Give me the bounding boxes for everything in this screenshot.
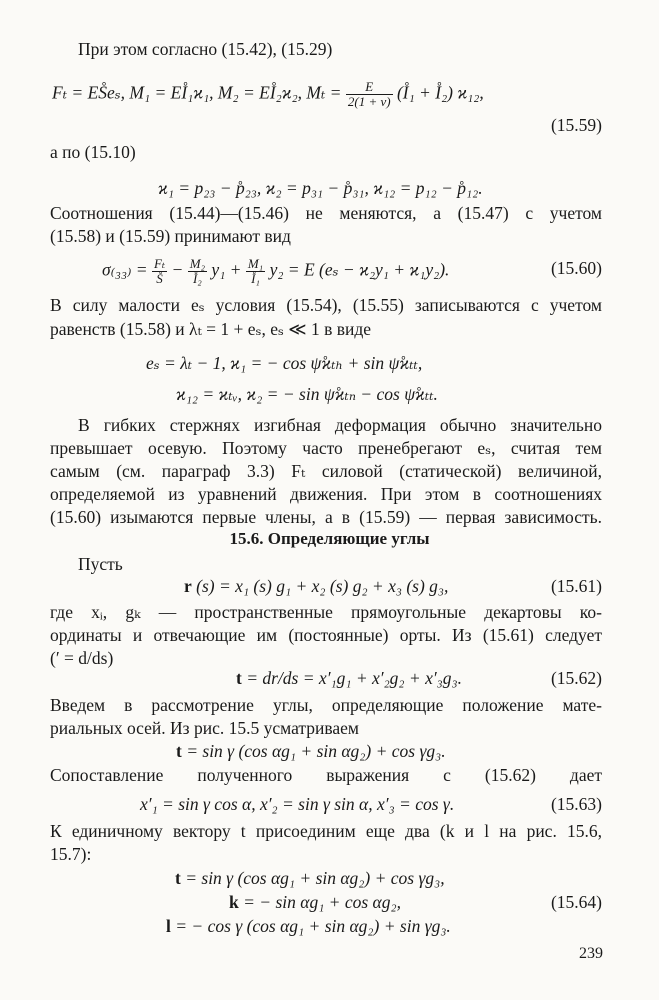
equation-15-61 (184, 575, 448, 598)
equation-number: (15.62) (550, 668, 602, 688)
equation-part: = − sin αg₁ + cos αg₂, (243, 892, 401, 912)
equation-15-64-k (229, 891, 401, 914)
fraction (246, 257, 265, 286)
fraction (152, 257, 167, 286)
equation-tangent (176, 740, 446, 763)
text-line: самым (см. параграф 3.3) Fₜ силовой (статической) величиной, (50, 461, 602, 481)
fraction (346, 80, 393, 109)
equation-number: (15.61) (550, 576, 602, 596)
text-line: К единичному вектору t присоединим еще два (k и l на рис. 15.6, (50, 821, 602, 841)
text-line: риальных осей. Из рис. 15.5 усматриваем (50, 718, 360, 738)
fraction-denominator: I̊₁ (251, 271, 260, 286)
vector-symbol: r (184, 576, 192, 596)
fraction-denominator: S̊ (156, 271, 163, 286)
equation-15-64-t (175, 867, 445, 890)
equation-curvatures: ϰ₁ = p₂₃ − p̊₂₃, ϰ₂ = p₃₁ − p̊₃₁, ϰ₁₂ = p₁₂ − p̊₁₂. (158, 178, 483, 198)
text-line: В силу малости eₛ условия (15.54), (15.55) записываются с учетом (50, 295, 602, 315)
equation-deformation-1: eₛ = λₜ − 1, ϰ₁ = − cos ψ̊ϰₜₕ + sin ψ̊ϰₜₜ, (146, 353, 423, 373)
equation-part: − (171, 259, 184, 280)
fraction-denominator: 2(1 + ν) (347, 94, 391, 109)
fraction (188, 257, 207, 286)
equation-number: (15.64) (550, 892, 602, 912)
text-line: где xᵢ, gₖ — пространственные прямоугольные декартовы ко- (50, 602, 602, 622)
equation-part: = sin γ (cos αg₁ + sin αg₂) + cos γg₃. (186, 741, 446, 761)
equation-number: (15.60) (550, 258, 602, 278)
vector-symbol: k (229, 892, 239, 912)
equation-part: = dr/ds = x′₁g₁ + x′₂g₂ + x′₃g₃. (246, 668, 462, 688)
equation-part: (I̊₁ + I̊₂) ϰ₁₂, (396, 82, 484, 103)
equation-part: = − cos γ (cos αg₁ + sin αg₂) + sin γg₃. (175, 916, 451, 936)
equation-15-59 (52, 80, 484, 109)
equation-part: (s) = x₁ (s) g₁ + x₂ (s) g₂ + x₃ (s) g₃, (196, 576, 449, 596)
fraction-denominator: I̊₂ (192, 271, 202, 286)
fraction-numerator: E (346, 80, 393, 95)
page-number: 239 (579, 945, 603, 962)
equation-part: = sin γ (cos αg₁ + sin αg₂) + cos γg₃, (185, 868, 445, 888)
text-line: Пусть (78, 554, 123, 574)
equation-15-62 (236, 667, 462, 690)
equation-deformation-2: ϰ₁₂ = ϰₜᵥ, ϰ₂ = − sin ψ̊ϰₜₙ − cos ψ̊ϰₜₜ. (176, 384, 438, 404)
equation-number: (15.63) (550, 794, 602, 814)
text-line: равенств (15.58) и λₜ = 1 + eₛ, eₛ ≪ 1 в виде (50, 319, 372, 339)
text-line: (′ = d/ds) (50, 648, 114, 668)
equation-15-63: x′₁ = sin γ cos α, x′₂ = sin γ sin α, x′₃ = cos γ. (140, 794, 455, 814)
text-line: 15.7): (50, 844, 92, 864)
text-line: ординаты и отвечающие им (постоянные) орты. Из (15.61) следует (50, 625, 602, 645)
section-heading: 15.6. Определяющие углы (229, 529, 430, 548)
fraction-numerator: M₁ (247, 256, 264, 271)
equation-number: (15.59) (550, 115, 602, 135)
text-line: Соотношения (15.44)—(15.46) не меняются, а (15.47) с учетом (50, 203, 602, 223)
text-line: (15.60) изымаются первые члены, а в (15.59) — первая зависимость. (50, 507, 602, 527)
text-line: Введем в рассмотрение углы, определяющие положение мате- (50, 695, 602, 715)
vector-symbol: l (166, 916, 171, 936)
equation-part: σ₍₃₃₎ = (102, 259, 148, 280)
equation-part: Fₜ = ES̊eₛ, M₁ = EI̊₁ϰ₁, M₂ = EI̊₂ϰ₂, Mₜ = (52, 82, 342, 103)
fraction-numerator: Fₜ (153, 256, 166, 271)
text-line: Сопоставление полученного выражения с (15.62) дает (50, 765, 602, 785)
text-line: определяемой из уравнений движения. При этом в соотношениях (50, 484, 602, 504)
vector-symbol: t (236, 668, 242, 688)
text-line: (15.58) и (15.59) принимают вид (50, 226, 291, 246)
equation-15-60 (102, 257, 449, 286)
equation-15-64-l (166, 915, 451, 938)
equation-part: y₂ = E (eₛ − ϰ₂y₁ + ϰ₁y₂). (269, 259, 450, 280)
vector-symbol: t (175, 868, 181, 888)
text-line: В гибких стержнях изгибная деформация обычно значительно (78, 415, 602, 435)
equation-part: y₁ + (211, 259, 242, 280)
vector-symbol: t (176, 741, 182, 761)
text-line: а по (15.10) (50, 142, 136, 162)
text-line: При этом согласно (15.42), (15.29) (78, 39, 333, 59)
text-line: превышает осевую. Поэтому часто пренебрегают eₛ, считая тем (50, 438, 602, 458)
fraction-numerator: M₂ (189, 256, 206, 271)
